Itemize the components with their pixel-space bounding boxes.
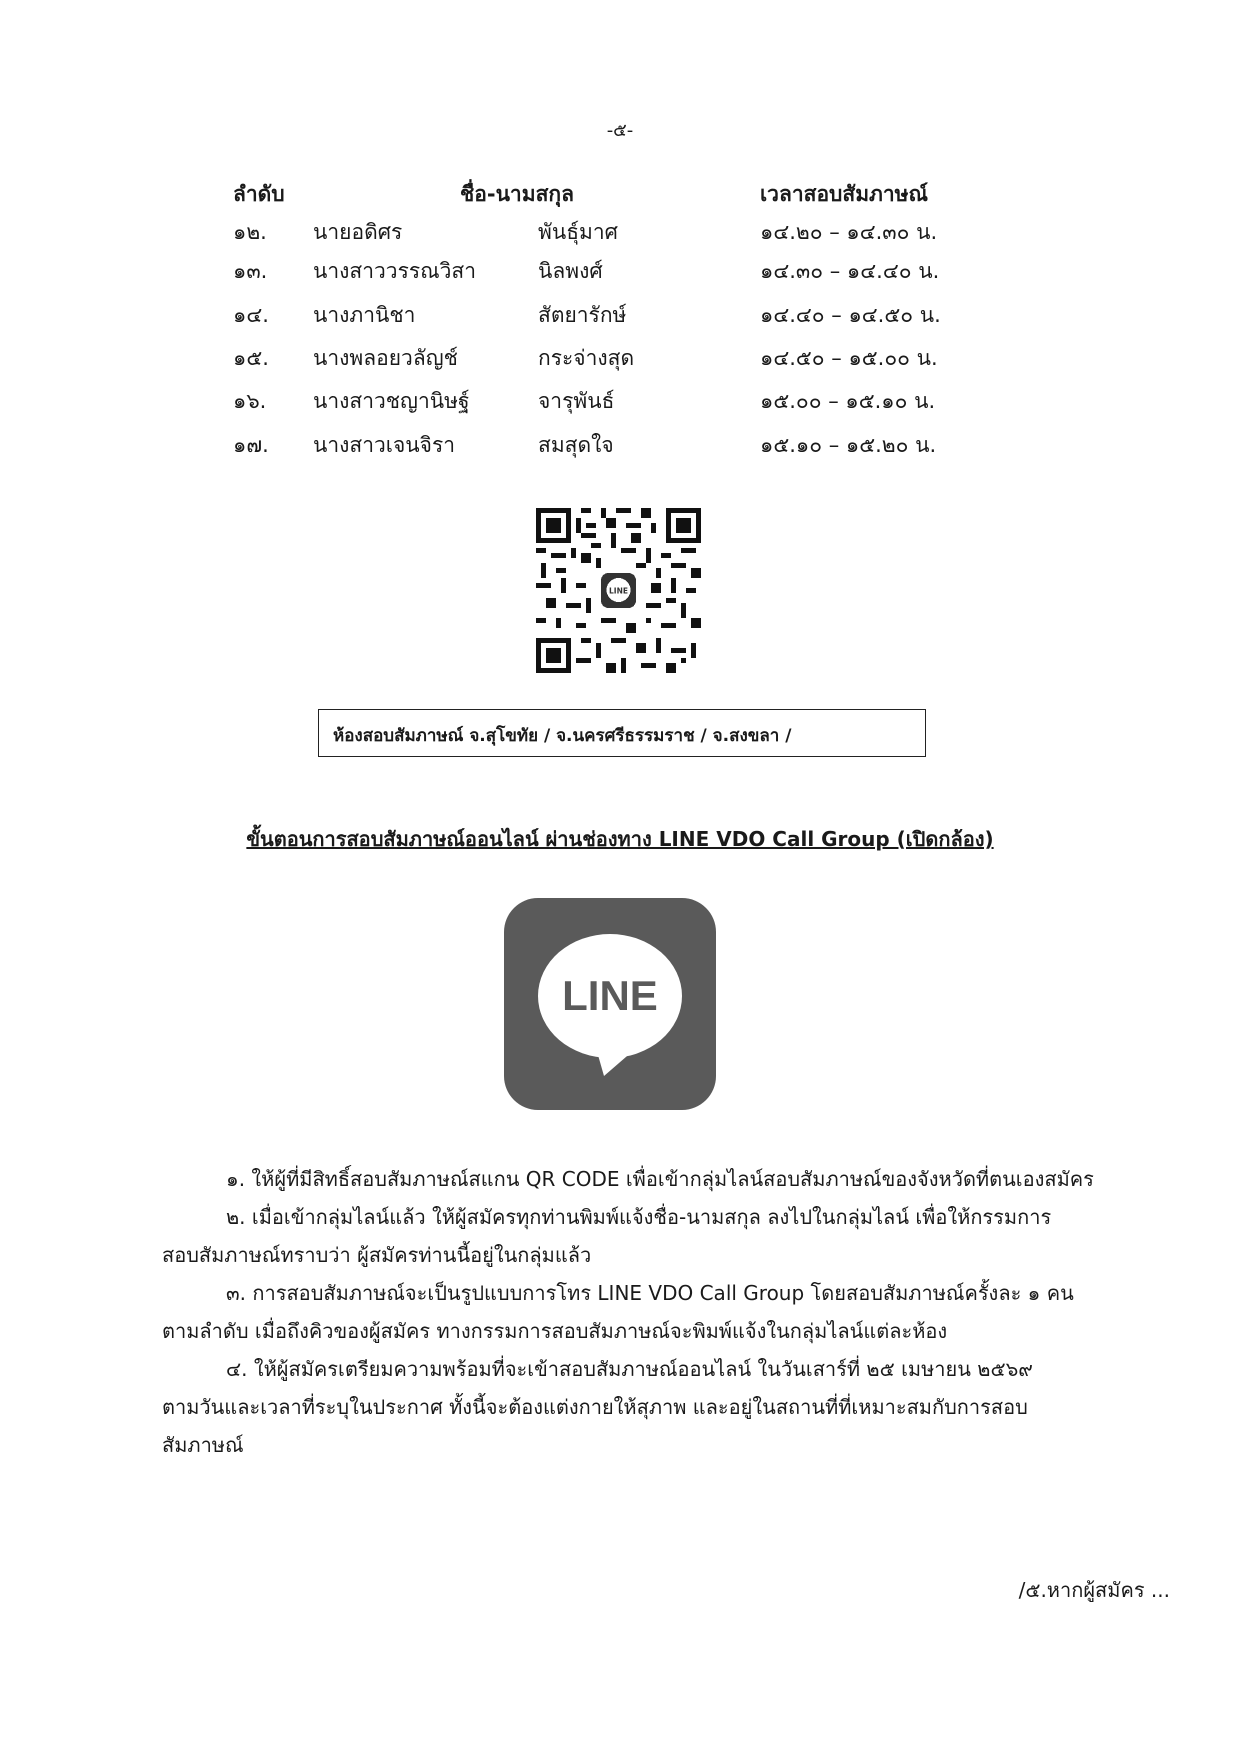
step-1: ๑. ให้ผู้ที่มีสิทธิ์สอบสัมภาษณ์สแกน QR CODE เพื่อเข้ากลุ่มไลน์สอบสัมภาษณ์ของจังหวัดที่ตนเองสมัคร xyxy=(226,1167,1094,1191)
row-name: นางพลอยวลัญช์ xyxy=(313,346,458,370)
procedure-heading: ขั้นตอนการสอบสัมภาษณ์ออนไลน์ ผ่านช่องทาง LINE VDO Call Group (เปิดกล้อง) xyxy=(246,827,994,851)
continuation-footer: /๕.หากผู้สมัคร ... xyxy=(1018,1578,1170,1602)
header-order: ลำดับ xyxy=(233,182,285,206)
row-time: ๑๔.๕๐ – ๑๕.๐๐ น. xyxy=(760,346,938,370)
header-name: ชื่อ-นามสกุล xyxy=(460,182,574,206)
row-time: ๑๕.๑๐ – ๑๕.๒๐ น. xyxy=(760,433,937,457)
row-number: ๑๕. xyxy=(233,346,269,370)
room-label-box xyxy=(318,709,926,757)
row-time: ๑๕.๐๐ – ๑๕.๑๐ น. xyxy=(760,389,936,413)
step-3: ๓. การสอบสัมภาษณ์จะเป็นรูปแบบการโทร LINE VDO Call Group โดยสอบสัมภาษณ์ครั้งละ ๑ คน xyxy=(226,1281,1074,1305)
step-3-cont: ตามลำดับ เมื่อถึงคิวของผู้สมัคร ทางกรรมการสอบสัมภาษณ์จะพิมพ์แจ้งในกลุ่มไลน์แต่ละห้อง xyxy=(162,1319,948,1343)
room-label: ห้องสอบสัมภาษณ์ จ.สุโขทัย / จ.นครศรีธรรมราช / จ.สงขลา / xyxy=(333,726,792,746)
line-logo-text: LINE xyxy=(562,972,658,1019)
row-time: ๑๔.๒๐ – ๑๔.๓๐ น. xyxy=(760,220,938,244)
row-name: นางสาวเจนจิรา xyxy=(313,433,456,457)
qr-code[interactable] xyxy=(536,508,701,673)
line-logo-icon xyxy=(504,898,716,1110)
row-surname: จารุพันธ์ xyxy=(538,389,615,413)
header-time: เวลาสอบสัมภาษณ์ xyxy=(760,182,929,206)
page-number: -๕- xyxy=(606,120,634,141)
row-number: ๑๗. xyxy=(233,433,269,457)
row-name: นายอดิศร xyxy=(313,220,403,244)
row-surname: สัตยารักษ์ xyxy=(538,303,627,327)
row-time: ๑๔.๔๐ – ๑๔.๕๐ น. xyxy=(760,303,941,327)
step-2: ๒. เมื่อเข้ากลุ่มไลน์แล้ว ให้ผู้สมัครทุกท่านพิมพ์แจ้งชื่อ-นามสกุล ลงไปในกลุ่มไลน์ เพื่อให้กรรมการ xyxy=(226,1205,1052,1229)
row-number: ๑๖. xyxy=(233,389,267,413)
step-4: ๔. ให้ผู้สมัครเตรียมความพร้อมที่จะเข้าสอบสัมภาษณ์ออนไลน์ ในวันเสาร์ที่ ๒๕ เมษายน ๒๕๖๙ xyxy=(226,1357,1033,1381)
qr-center-label: LINE xyxy=(609,586,628,596)
row-number: ๑๒. xyxy=(233,220,267,244)
step-4-cont-2: สัมภาษณ์ xyxy=(162,1433,244,1457)
step-4-cont: ตามวันและเวลาที่ระบุในประกาศ ทั้งนี้จะต้องแต่งกายให้สุภาพ และอยู่ในสถานที่ที่เหมาะสมกับการสอบ xyxy=(162,1395,1028,1419)
row-name: นางสาววรรณวิสา xyxy=(313,259,477,283)
row-number: ๑๔. xyxy=(233,303,269,327)
row-surname: พันธุ์มาศ xyxy=(538,220,618,244)
row-time: ๑๔.๓๐ – ๑๔.๔๐ น. xyxy=(760,259,940,283)
row-surname: สมสุดใจ xyxy=(538,433,614,457)
row-surname: กระจ่างสุด xyxy=(538,346,635,370)
row-name: นางสาวชญานิษฐ์ xyxy=(313,389,470,413)
row-surname: นิลพงศ์ xyxy=(538,259,603,283)
row-name: นางภานิชา xyxy=(313,303,416,327)
row-number: ๑๓. xyxy=(233,259,268,283)
step-2-cont: สอบสัมภาษณ์ทราบว่า ผู้สมัครท่านนี้อยู่ในกลุ่มแล้ว xyxy=(162,1243,592,1267)
